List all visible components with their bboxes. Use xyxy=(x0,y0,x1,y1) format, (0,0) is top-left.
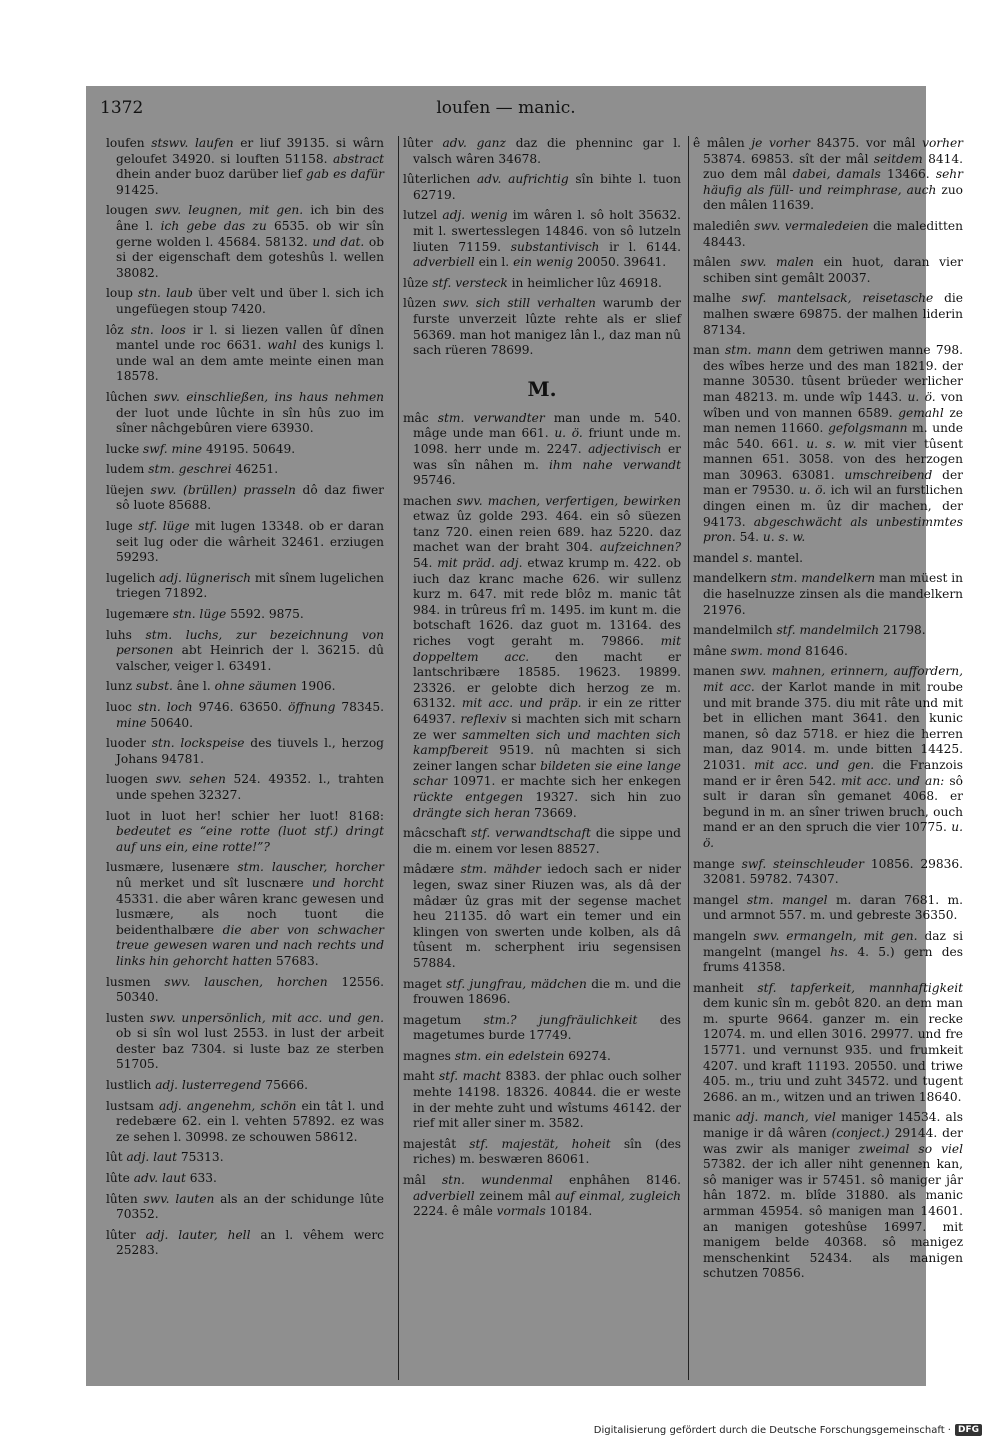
dictionary-entry: lûter adj. lauter, hell an l. vêhem werc 25283. xyxy=(106,1227,384,1258)
column-2-bottom xyxy=(403,411,681,1220)
dictionary-entry: luge stf. lüge mit lugen 13348. ob er daran seit lug oder die wârheit 32461. erziugen 59293. xyxy=(106,519,384,565)
column-2 xyxy=(398,136,681,1380)
dictionary-entry: lusmære, lusenære stm. lauscher, horcher nû merket und sît luscnære und horcht 45331. die aber wâren kranc gewesen und lusmære, als noch tuont die beidenthalbære die aber von schwacher treue gewesen waren und nach rechts und links hin gehorcht hatten 57683. xyxy=(106,860,385,968)
dictionary-entry: mâlen swv. malen ein huot, daran vier schiben sint gemâlt 20037. xyxy=(693,255,963,285)
dictionary-entry: lustsam adj. angenehm, schön ein tât l. und redebære 62. ein l. vehten 57892. ez was ze sehen l. 30998. ze schouwen 58612. xyxy=(106,1098,385,1144)
dictionary-entry: luoder stn. lockspeise des tiuvels l., herzog Johans 94781. xyxy=(106,736,384,766)
page-number: 1372 xyxy=(100,98,144,118)
footer-text: Digitalisierung gefördert durch die Deutsche Forschungsgemeinschaft · xyxy=(593,1424,951,1436)
dictionary-entry: mâc stm. verwandter man unde m. 540. mâge unde man 661. u. ö. friunt unde m. 1098. herr unde m. 2247. adjectivisch er was sîn nâhen m. ihm nahe verwandt 95746. xyxy=(403,410,681,488)
dictionary-entry: lûte adv. laut 633. xyxy=(106,1171,217,1186)
dictionary-entry: lusten swv. unpersönlich, mit acc. und gen. ob si sîn wol lust 2553. in lust der arbeit dester baz 7304. si luste baz ze sterben 51705. xyxy=(106,1010,384,1072)
dictionary-entry: loufen stswv. laufen er liuf 39135. si wârn geloufet 34920. si louften 51158. abstract dhein ander buoz darüber lief gab es dafür 91425. xyxy=(106,136,384,197)
dictionary-entry: lusmen swv. lauschen, horchen 12556. 50340. xyxy=(106,974,384,1005)
dictionary-entry: lüejen swv. (brüllen) prasseln dô daz fiwer sô luote 85688. xyxy=(106,482,384,513)
section-letter: M. xyxy=(527,376,557,401)
column-3 xyxy=(688,136,963,1380)
dictionary-entry: manheit stf. tapferkeit, mannhaftigkeit dem kunic sîn m. gebôt 820. an dem man m. spurte 9664. ganzer m. ein recke 12074. m. und ellen 3016. 29977. und fre 15771. und vernunst 935. und frumkeit 4207. und kraft 11193. 20550. und triwe 405. m., triu und zuht 34572. und tugent 2686. an m., witzen und an triwen 18640. xyxy=(693,980,963,1104)
dictionary-entry: luot in luot her! schier her luot! 8168: bedeutet es “eine rotte (luot stf.) dringt auf uns ein, eine rotte!”? xyxy=(106,808,384,854)
dictionary-entry: majestât stf. majestät, hoheit sîn (des riches) m. beswæren 86061. xyxy=(403,1136,681,1167)
dictionary-entry: luogen swv. sehen 524. 49352. l., trahten unde spehen 32327. xyxy=(106,772,384,802)
dictionary-entry: mâdære stm. mähder iedoch sach er nider legen, swaz siner Riuzen was, als dâ der mâdær ûz gras mit der segense machet heu 21135. dô wart ein temer und ein klingen von swerten unde kolben, als dâ tûsent m. scherphent iriu segensisen 57884. xyxy=(403,862,681,970)
dictionary-entry: maht stf. macht 8383. der phlac ouch solher mehte 14198. 18326. 40844. die er weste in der mehte zuht und wîstums 46142. der rief mit aller siner m. 3582. xyxy=(403,1069,682,1131)
dictionary-entry: man stm. mann dem getriwen manne 798. des wîbes herze und des man 18219. der manne 30530. tûsent brüeder werlicher man 48213. m. unde wîp 1443. u. ö. von wîben und von mannen 6589. gemahl ze man nemen 11660. gefolgsmann m. unde mâc 540. 661. u. s. w. mit vier tûsent mannen 651. 3058. von des herzogen man 30963. 63081. umschreibend der man er 79530. u. ö. ich wil an furstlichen dingen einen m. ûz dir machen, der 94173. abgeschwächt als unbestimmtes pron. 54. u. s. w. xyxy=(693,343,964,545)
dictionary-entry: mandelmilch stf. mandelmilch 21798. xyxy=(693,623,926,638)
page-header xyxy=(86,98,926,126)
dictionary-entry: lôz stn. loos ir l. si liezen vallen ûf dînen mantel unde roc 6631. wahl des kunigs l. unde wal an dem amte meinte einen man 18578. xyxy=(106,322,384,384)
dictionary-entry: loup stn. laub über velt und über l. sich ich ungefüegen stoup 7420. xyxy=(106,286,384,316)
dictionary-entry: lûchen swv. einschließen, ins haus nehmen der luot unde lûchte in sîn hûs zuo im sîner nâchgebûren viere 63930. xyxy=(106,389,384,436)
dictionary-entry: mangel stm. mangel m. daran 7681. m. und armnot 557. m. und gebreste 36350. xyxy=(693,892,963,923)
dictionary-entry: lucke swf. mine 49195. 50649. xyxy=(106,441,296,456)
dictionary-entry: manic adj. manch, viel maniger 14534. als manige ir dâ wâren (conject.) 29144. der was zwir als maniger zweimal so viel 57382. der ich aller niht genennen kan, sô maniger was ir 57451. sô maniger jâr hân 1872. m. blîde 31880. als manic armman 45954. sô manigen man 14601. an manigen goteshûse 16997. mit manigem belde 40368. sô manigez menschenkint 52434. als manigen schutzen 70856. xyxy=(693,1110,963,1281)
dictionary-entry: magetum stm.? jungfräulichkeit des magetumes burde 17749. xyxy=(403,1012,681,1043)
dictionary-entry: malediên swv. vermaledeien die maleditten 48443. xyxy=(693,218,963,249)
dictionary-entry: mâne swm. mond 81646. xyxy=(693,643,848,658)
dictionary-entry: lugelich adj. lügnerisch mit sînem lugelichen triegen 71892. xyxy=(106,570,385,601)
dictionary-entry: mangeln swv. ermangeln, mit gen. daz si mangelnt (mangel hs. 4. 5.) gern des frums 41358. xyxy=(693,928,964,975)
dictionary-entry: mâcschaft stf. verwandtschaft die sippe und die m. einem vor lesen 88527. xyxy=(403,826,681,856)
dictionary-entry: magnes stm. ein edelstein 69274. xyxy=(403,1048,611,1063)
dictionary-entry: ê mâlen je vorher 84375. vor mâl vorher 53874. 69853. sît der mâl seitdem 8414. zuo dem mâl dabei, damals 13466. sehr häufig als füll- und reimphrase, auch zuo den mâlen 11639. xyxy=(693,136,964,213)
dictionary-entry: lût adj. laut 75313. xyxy=(106,1150,224,1165)
column-1 xyxy=(106,136,384,1380)
running-title: loufen — manic. xyxy=(436,98,576,118)
dictionary-entry: lûter adv. ganz daz die phenninc gar l. valsch wâren 34678. xyxy=(403,136,682,166)
dictionary-entry: lûterlichen adv. aufrichtig sîn bihte l. tuon 62719. xyxy=(403,172,681,202)
dictionary-entry: mange swf. steinschleuder 10856. 29836. 32081. 59782. 74307. xyxy=(693,856,963,887)
dictionary-entry: lûzen swv. sich still verhalten warumb der furste unverzeit lûzte rehte als er slief 56369. man hot manigez lân l., daz man nû sach rüeren 78699. xyxy=(403,296,681,358)
dfg-logo-icon: DFG xyxy=(955,1424,982,1436)
dictionary-entry: mâl stn. wundenmal enphâhen 8146. adverbiell zeinem mâl auf einmal, zugleich 2224. ê mâle vormals 10184. xyxy=(403,1173,681,1219)
column-2-top xyxy=(403,136,681,359)
dictionary-entry: ludem stm. geschrei 46251. xyxy=(106,462,279,477)
dictionary-entry: mandel s. mantel. xyxy=(693,550,804,565)
dictionary-entry: luoc stn. loch 9746. 63650. öffnung 78345. mine 50640. xyxy=(106,700,384,730)
dictionary-entry: lustlich adj. lusterregend 75666. xyxy=(106,1078,309,1093)
dictionary-entry: lutzel adj. wenig im wâren l. sô holt 35632. mit l. swertesslegen 14846. von sô lutzeln liuten 71159. substantivisch ir l. 6144. adverbiell ein l. ein wenig 20050. 39641. xyxy=(403,208,681,270)
dictionary-entry: maget stf. jungfrau, mädchen die m. und die frouwen 18696. xyxy=(403,976,681,1007)
dictionary-entry: lugemære stn. lüge 5592. 9875. xyxy=(106,607,304,622)
dictionary-entry: mandelkern stm. mandelkern man müest in die haselnuzze zinsen als die mandelkern 21976. xyxy=(693,571,963,617)
dictionary-entry: lougen swv. leugnen, mit gen. ich bin des âne l. ich gebe das zu 6535. ob wir sîn gerne wolden l. 45684. 58132. und dat. ob si der eigenschaft dem goteshûs l. wellen 38082. xyxy=(106,203,384,280)
dictionary-entry: lûten swv. lauten als an der schidunge lûte 70352. xyxy=(106,1191,384,1222)
dictionary-entry: malhe swf. mantelsack, reisetasche die malhen swære 69875. der malhen liderin 87134. xyxy=(693,291,963,337)
dictionary-entry: luhs stm. luchs, zur bezeichnung von personen abt Heinrich der l. 36215. dû valscher, veiger l. 63491. xyxy=(106,627,384,673)
dictionary-entry: lunz subst. âne l. ohne säumen 1906. xyxy=(106,679,336,694)
dictionary-entry: machen swv. machen, verfertigen, bewirken etwaz ûz golde 293. 464. ein sô süezen tanz 720. einen reien 689. haz 5220. daz machet wan der braht 304. aufzeichnen? 54. mit präd. adj. etwaz krump m. 422. ob iuch daz kranc mache 626. wir sullenz kurz m. 647. mit rede blôz m. manic tât 984. in trûreus frî m. 1495. im kunt m. die botschaft 1626. daz guot m. 13164. des riches vogt geraht m. 79866. mit doppeltem acc. den macht er lantschribære 18585. 19623. 19899. 23326. er gelobte dich herzog ze m. 63132. mit acc. und präp. ir ein ze ritter 64937. reflexiv si machten sich mit scharn ze wer sammelten sich und machten sich kampfbereit 9519. nû machten si sich zeiner langen schar bildeten sie eine lange schar 10971. er machte sich her enkegen rückte entgegen 19327. sich hin zuo drängte sich heran 73669. xyxy=(403,493,682,820)
dictionary-entry: lûze stf. versteck in heimlicher lûz 46918. xyxy=(403,275,662,290)
dictionary-entry: manen swv. mahnen, erinnern, auffordern, mit acc. der Karlot mande in mit roube und mit brande 375. diu mit râte und mit bet in ellichen mant 3641. den kunic manen, sô daz 5718. er hiez die herren man, daz 9014. m. unde bitten 14425. 21031. mit acc. und gen. die Franzois mand er ir êren 542. mit acc. und an: sô sult ir daran sîn gemanet 4068. er begund in m. an sîner triwen bruch, ouch mand er an den spruch die vier 10775. u. ö. xyxy=(693,664,963,850)
scanned-page xyxy=(86,86,964,1386)
footer-credit xyxy=(594,1424,982,1436)
